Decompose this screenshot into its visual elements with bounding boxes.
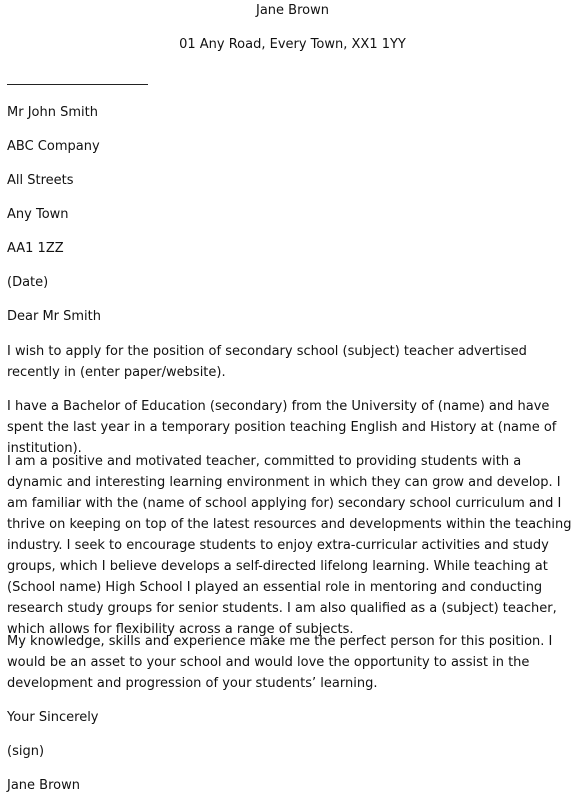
signoff-name: Jane Brown (7, 778, 80, 793)
letter-date: (Date) (7, 275, 49, 290)
paragraph-2: I have a Bachelor of Education (secondary) from the University of (name) and have spent the last year in a temporary position teaching English and History at (name of institution). (7, 399, 557, 456)
paragraph-1: I wish to apply for the position of secondary school (subject) teacher advertised recently in (enter paper/website). (7, 344, 527, 380)
paragraph-4: My knowledge, skills and experience make me the perfect person for this position. I would be an asset to your school and would love the opportunity to assist in the development and progression of your students’ learning. (7, 634, 553, 691)
paragraph-3: I am a positive and motivated teacher, committed to providing students with a dynamic and interesting learning environment in which they can grow and develop. I am familiar with the (name of school applying for) secondary school curriculum and I thrive on keeping on top of the latest resources and developments within the teaching industry. I seek to encourage students to enjoy extra-curricular activities and study groups, which I believe develops a self-directed lifelong learning. While teaching at (School name) High School I played an essential role in mentoring and conducting research study groups for senior students. I am also qualified as a (subject) teacher, which allows for flexibility across a range of subjects. (7, 454, 572, 637)
salutation: Dear Mr Smith (7, 309, 102, 324)
sender-name: Jane Brown (256, 3, 329, 18)
divider-line (7, 84, 148, 85)
recipient-street: All Streets (7, 173, 74, 188)
recipient-town: Any Town (7, 207, 69, 222)
recipient-name: Mr John Smith (7, 105, 98, 120)
signature: (sign) (7, 744, 45, 759)
sender-address: 01 Any Road, Every Town, XX1 1YY (179, 37, 406, 52)
recipient-postcode: AA1 1ZZ (7, 241, 64, 256)
recipient-company: ABC Company (7, 139, 100, 154)
closing: Your Sincerely (7, 710, 99, 725)
